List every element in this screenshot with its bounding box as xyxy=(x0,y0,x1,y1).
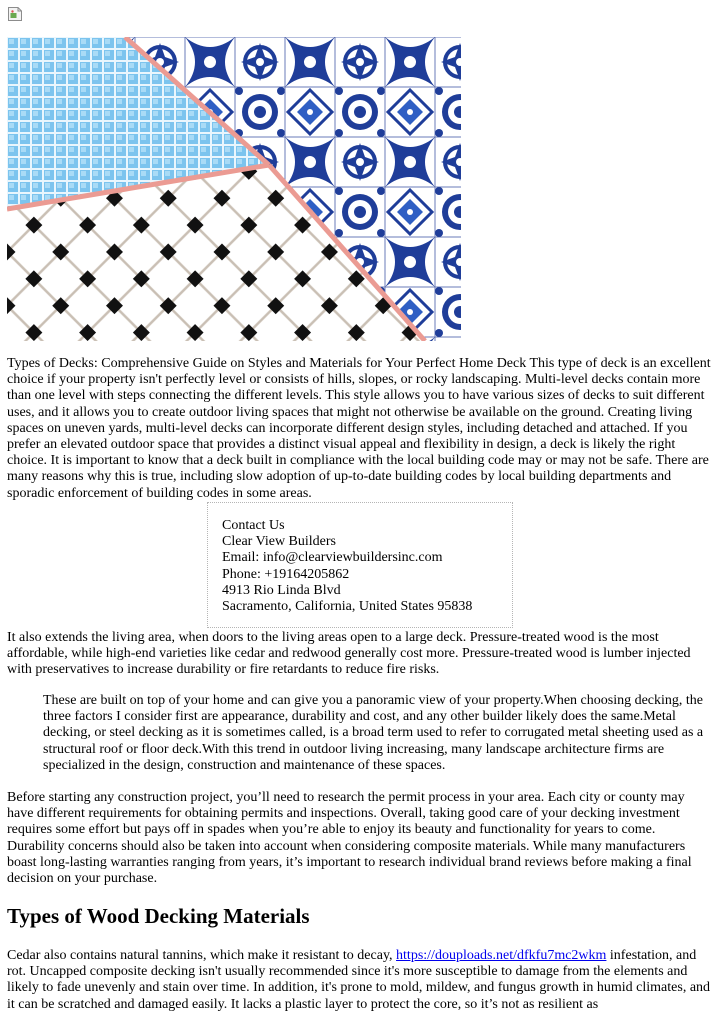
external-link[interactable]: https://douploads.net/dfkfu7mc2wkm xyxy=(396,948,607,963)
intro-paragraph: Types of Decks: Comprehensive Guide on Styles and Materials for Your Perfect Home Deck This type of deck is an excellent choice if your property isn't perfectly level or consists of hills, slopes, or rocky landscaping. Multi-level decks contain more than one level with steps connecting the different levels. This style allows you to have various sizes of decks to suit different uses, and it allows you to create outdoor living spaces that might not otherwise be available on the ground. Creating living spaces on uneven yards, multi-level decks can incorporate different design styles, including detached and attached. If you prefer an elevated outdoor space that provides a distinct visual appeal and flexibility in design, a deck is likely the right choice. It is important to know that a deck built in compliance with the local building code may or may not be safe. There are many reasons why this is true, including slow adoption of up-to-date building codes by local building departments and sporadic enforcement of building codes in some areas. xyxy=(7,356,711,501)
contact-email: Email: info@clearviewbuildersinc.com xyxy=(222,550,443,566)
contact-heading: Contact Us xyxy=(222,518,285,533)
section-heading: Types of Wood Decking Materials xyxy=(7,904,310,928)
tile-collage-image xyxy=(7,37,461,341)
contact-company: Clear View Builders xyxy=(222,534,336,550)
contact-card xyxy=(207,502,513,628)
blockquote: These are built on top of your home and can give you a panoramic view of your property.When choosing decking, the three factors I consider first are appearance, durability and cost, and any other builder likely does the same.Metal decking, or steel decking as it is sometimes called, is a broad term used to refer to corrugated metal sheeting used as a structural roof or floor deck.With this trend in outdoor living increasing, many landscape architecture firms are specialized in the design, construction and maintenance of these spaces. xyxy=(43,693,704,773)
contact-city: Sacramento, California, United States 95838 xyxy=(222,599,473,615)
body-paragraph-4 xyxy=(7,948,713,1013)
broken-image-icon xyxy=(7,6,23,22)
paragraph-4-text-before: Cedar also contains natural tannins, which make it resistant to decay, xyxy=(7,948,397,963)
body-paragraph-2: It also extends the living area, when doors to the living areas open to a large deck. Pressure-treated wood is the most affordable, while high-end varieties like cedar and redwood generally cost more. Pressure-treated wood is lumber injected with preservatives to increase durability or fire retardants to reduce fire risks. xyxy=(7,630,691,678)
paragraph-4-text-after: infestation, and rot. Uncapped composite decking isn't usually recommended since it's more susceptible to damage from the elements and likely to fade unevenly and stain over time. In addition, it's prone to mold, mildew, and fungus growth in humid climates, and it can be scratched and damaged easily. It lacks a plastic layer to protect the core, so it’s not as resilient as xyxy=(7,948,711,1012)
contact-phone: Phone: +19164205862 xyxy=(222,566,350,582)
contact-street: 4913 Rio Linda Blvd xyxy=(222,582,341,598)
body-paragraph-3: Before starting any construction project, you’ll need to research the permit process in your area. Each city or county may have different requirements for obtaining permits and inspections. Overall, taking good care of your decking investment requires some effort but pays off in spades when you’re able to enjoy its beauty and functionality for years to come. Durability concerns should also be taken into account when considering composite materials. While many manufacturers boast long-lasting warranties ranging from years, it’s important to research individual brand reviews before making a final decision on your purchase. xyxy=(7,790,692,887)
